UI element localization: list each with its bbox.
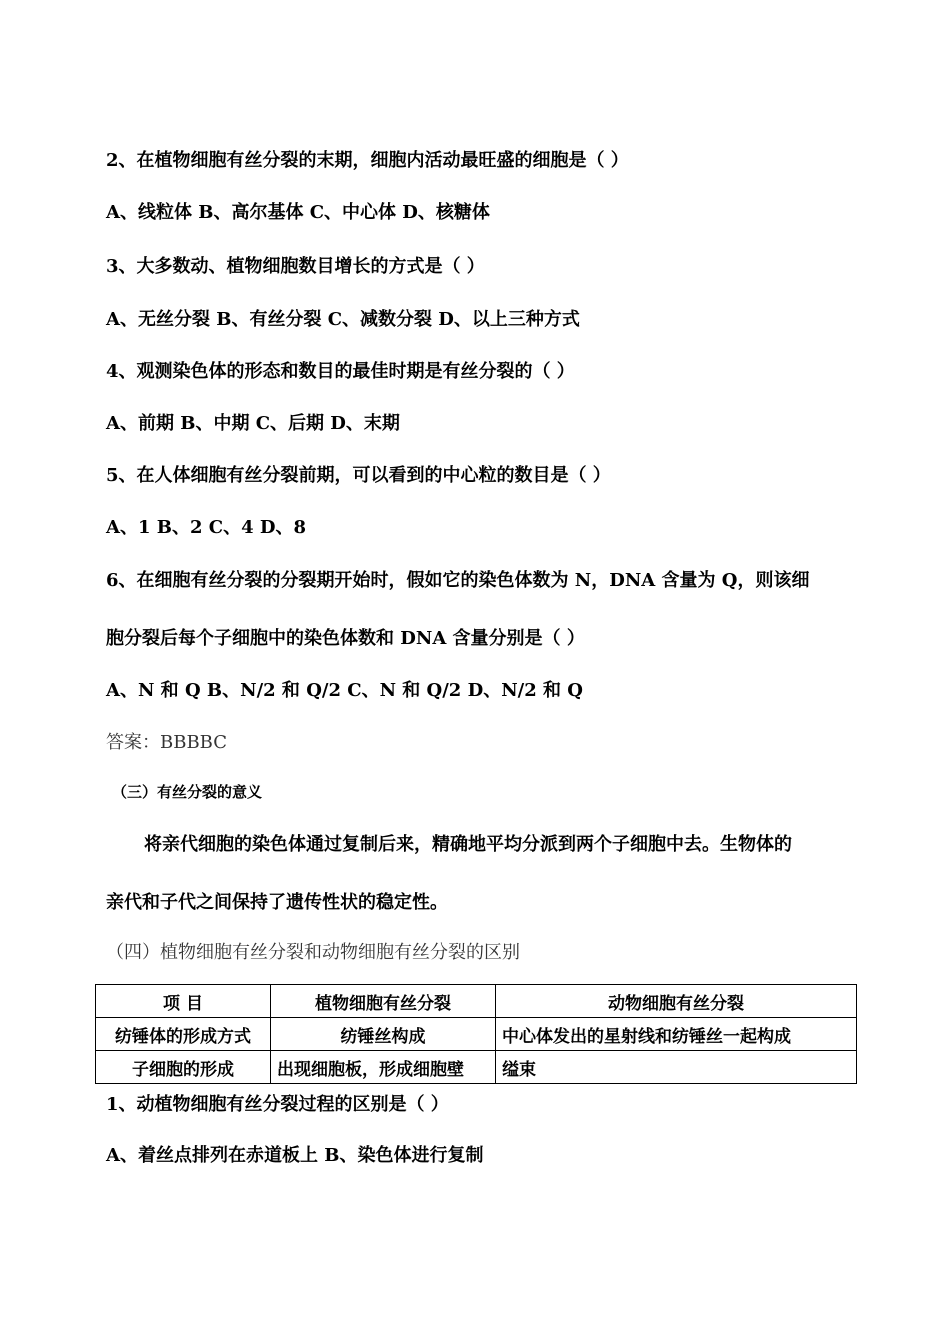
table-row	[96, 1018, 857, 1051]
table-header-row	[96, 985, 857, 1018]
question-4-options: A、前期 B、中期 C、后期 D、末期	[106, 413, 400, 434]
question-2-options: A、线粒体 B、高尔基体 C、中心体 D、核糖体	[106, 202, 490, 223]
table-cell: 缢束	[496, 1051, 857, 1084]
question-3-options: A、无丝分裂 B、有丝分裂 C、减数分裂 D、以上三种方式	[106, 309, 580, 330]
question-6-options: A、N 和 Q B、N/2 和 Q/2 C、N 和 Q/2 D、N/2 和 Q	[106, 680, 583, 701]
section-3-paragraph-line-1: 将亲代细胞的染色体通过复制后来，精确地平均分派到两个子细胞中去。生物体的	[144, 834, 792, 855]
table-cell: 出现细胞板，形成细胞壁	[271, 1051, 496, 1084]
section-4-title: （四）植物细胞有丝分裂和动物细胞有丝分裂的区别	[106, 942, 520, 963]
question-5-options: A、1 B、2 C、4 D、8	[106, 517, 307, 538]
table-cell: 纺锤丝构成	[271, 1018, 496, 1051]
question-4: 4、观测染色体的形态和数目的最佳时期是有丝分裂的（ ）	[106, 361, 575, 382]
table-row	[96, 1051, 857, 1084]
question-5: 5、在人体细胞有丝分裂前期，可以看到的中心粒的数目是（ ）	[106, 465, 611, 486]
question-6-line-2: 胞分裂后每个子细胞中的染色体数和 DNA 含量分别是（ ）	[106, 628, 585, 649]
question-last: 1、动植物细胞有丝分裂过程的区别是（ ）	[106, 1094, 449, 1115]
section-3-paragraph-line-2: 亲代和子代之间保持了遗传性状的稳定性。	[106, 892, 448, 913]
question-6-line-1: 6、在细胞有丝分裂的分裂期开始时，假如它的染色体数为 N，DNA 含量为 Q，则该细	[106, 570, 810, 591]
answer-key: 答案：BBBBC	[106, 732, 228, 753]
table-header-cell: 植物细胞有丝分裂	[271, 985, 496, 1018]
question-3: 3、大多数动、植物细胞数目增长的方式是（ ）	[106, 256, 485, 277]
table-cell: 子细胞的形成	[96, 1051, 271, 1084]
table-header-cell: 项 目	[96, 985, 271, 1018]
table-cell: 中心体发出的星射线和纺锤丝一起构成	[496, 1018, 857, 1051]
table-header-cell: 动物细胞有丝分裂	[496, 985, 857, 1018]
table-cell: 纺锤体的形成方式	[96, 1018, 271, 1051]
comparison-table	[95, 984, 857, 1084]
section-3-title: （三）有丝分裂的意义	[112, 783, 263, 801]
question-2: 2、在植物细胞有丝分裂的末期，细胞内活动最旺盛的细胞是（ ）	[106, 150, 629, 171]
question-last-options: A、着丝点排列在赤道板上 B、染色体进行复制	[106, 1145, 484, 1166]
